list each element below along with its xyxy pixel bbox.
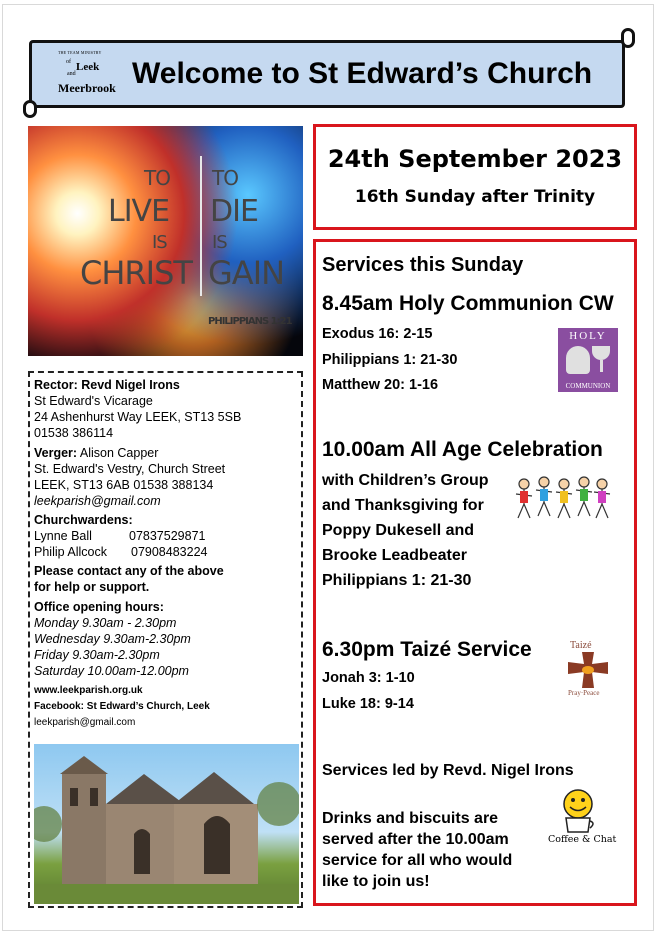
contact-note-line: Please contact any of the above — [34, 564, 224, 578]
drinks-line: Drinks and biscuits are — [322, 810, 499, 827]
scripture-reference: PHILIPPIANS 1:21 — [208, 316, 292, 327]
services-heading: Services this Sunday — [322, 254, 524, 276]
logo-of: of — [66, 59, 71, 65]
rector-address-line: 24 Ashenhurst Way LEEK, ST13 5SB — [34, 410, 242, 424]
word-christ: CHRIST — [80, 254, 192, 292]
word-is-right: IS — [212, 232, 227, 253]
logo-and: and — [67, 71, 76, 77]
taize-logo-subtext: Pray·Peace — [568, 689, 600, 697]
facebook-link[interactable]: Facebook: St Edward’s Church, Leek — [34, 701, 210, 712]
email-link[interactable]: leekparish@gmail.com — [34, 717, 136, 728]
service-2-title: 10.00am All Age Celebration — [322, 438, 603, 461]
coffee-cup-icon — [548, 788, 614, 834]
dancing-children-icon — [512, 474, 612, 522]
church-building-illustration — [34, 744, 299, 904]
verger-email[interactable]: leekparish@gmail.com — [34, 494, 161, 508]
verger-name: Alison Capper — [77, 446, 159, 460]
word-live: LIVE — [108, 194, 170, 229]
coffee-chat-logo — [548, 788, 617, 854]
office-hours-line: Monday 9.30am - 2.30pm — [34, 616, 177, 630]
rector-phone: 01538 386114 — [34, 426, 114, 440]
holy-image-bottom-text: COMMUNION — [565, 382, 611, 390]
service-2-reading: Philippians 1: 21-30 — [322, 572, 472, 589]
logo-leek: Leek — [76, 61, 100, 73]
office-hours-label: Office opening hours: — [34, 600, 164, 614]
verger-address-line: St. Edward's Vestry, Church Street — [34, 462, 226, 476]
contact-note-line: for help or support. — [34, 580, 150, 594]
drinks-line: service for all who would — [322, 852, 513, 869]
scripture-image — [28, 126, 303, 356]
verger-label: Verger: — [34, 446, 78, 460]
office-hours-line: Saturday 10.00am-12.00pm — [34, 664, 189, 678]
word-to-right: TO — [212, 166, 238, 190]
image-divider — [200, 156, 202, 296]
chalice-stem — [600, 360, 603, 372]
word-die: DIE — [210, 194, 258, 229]
service-2-line: with Children’s Group — [322, 472, 489, 489]
drinks-line: like to join us! — [322, 873, 430, 890]
warden-name: Lynne Ball — [34, 529, 92, 543]
coffee-chat-label: Coffee & Chat — [548, 834, 617, 845]
scroll-curl-icon — [621, 28, 635, 48]
taize-logo — [560, 640, 616, 700]
title-banner — [25, 36, 635, 112]
rector-label: Rector: Revd Nigel Irons — [34, 378, 180, 392]
date-box — [313, 124, 637, 230]
taize-logo-text: Taizé — [570, 640, 592, 651]
taize-cross-icon — [568, 652, 608, 688]
contacts-box — [28, 371, 303, 908]
warden-name: Philip Allcock — [34, 545, 107, 559]
churchwardens-label: Churchwardens: — [34, 513, 133, 527]
word-gain: GAIN — [208, 254, 285, 292]
office-hours-line: Wednesday 9.30am-2.30pm — [34, 632, 191, 646]
page-title: Welcome to St Edward’s Church — [132, 57, 593, 90]
office-hours-line: Friday 9.30am-2.30pm — [34, 648, 160, 662]
verger-address-line: LEEK, ST13 6AB 01538 388134 — [34, 478, 214, 492]
service-1-reading: Philippians 1: 21-30 — [322, 352, 458, 368]
parish-logo — [54, 49, 124, 109]
service-date: 24th September 2023 — [327, 145, 623, 173]
holy-image-top-text: HOLY — [569, 330, 607, 342]
warden-phone: 07908483224 — [131, 545, 208, 559]
service-3-reading: Jonah 3: 1-10 — [322, 670, 415, 686]
service-2-line: Brooke Leadbeater — [322, 547, 467, 564]
drinks-line: served after the 10.00am — [322, 831, 509, 848]
scroll-body — [29, 40, 625, 108]
service-3-title: 6.30pm Taizé Service — [322, 638, 532, 661]
bread-icon — [566, 346, 590, 374]
service-3-reading: Luke 18: 9-14 — [322, 696, 414, 712]
liturgical-day: 16th Sunday after Trinity — [354, 187, 596, 207]
warden-phone: 07837529871 — [129, 529, 206, 543]
services-led-by: Services led by Revd. Nigel Irons — [322, 762, 574, 779]
chalice-icon — [592, 346, 610, 360]
service-1-reading: Exodus 16: 2-15 — [322, 326, 433, 342]
rector-address-line: St Edward's Vicarage — [34, 394, 153, 408]
word-is-left: IS — [152, 232, 167, 253]
word-to-left: TO — [144, 166, 170, 190]
service-1-title: 8.45am Holy Communion CW — [322, 292, 614, 315]
website-link[interactable]: www.leekparish.org.uk — [34, 685, 143, 696]
service-2-line: and Thanksgiving for — [322, 497, 484, 514]
holy-communion-image — [558, 328, 618, 392]
scroll-curl-icon — [23, 100, 37, 118]
services-box — [313, 239, 637, 906]
logo-meerbrook: Meerbrook — [58, 81, 116, 95]
service-2-line: Poppy Dukesell and — [322, 522, 475, 539]
logo-small-text: THE TEAM MINISTRY — [58, 50, 102, 55]
church-photo — [34, 744, 299, 904]
service-1-reading: Matthew 20: 1-16 — [322, 377, 439, 393]
